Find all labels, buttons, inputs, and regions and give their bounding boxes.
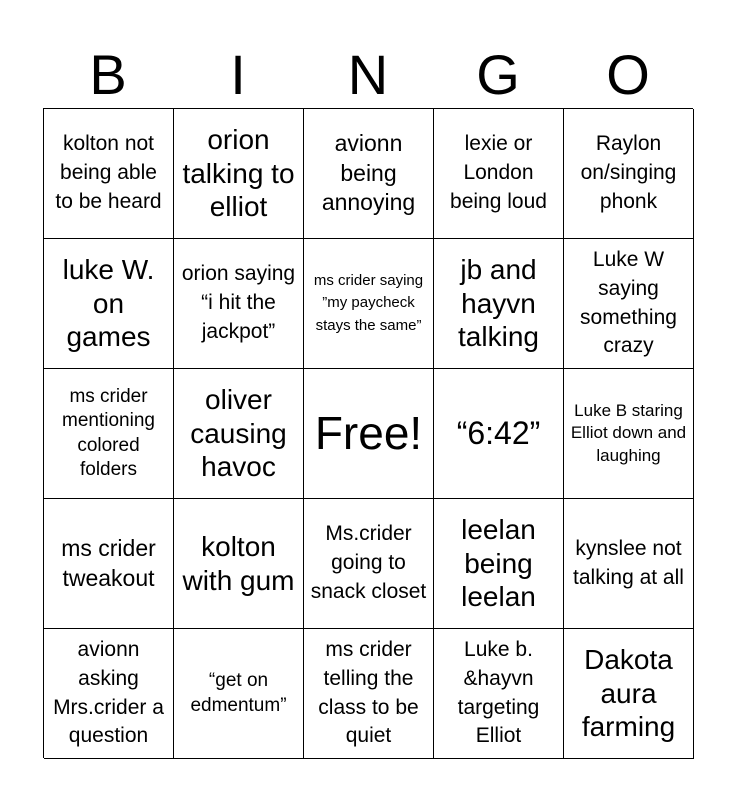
cell-text: orion talking to elliot <box>182 124 295 223</box>
bingo-cell-r2c1[interactable] <box>44 239 174 369</box>
cell-text: orion saying “i hit the jackpot” <box>181 262 296 343</box>
bingo-cell-r4c1[interactable] <box>44 499 174 629</box>
bingo-cell-r4c3[interactable] <box>304 499 434 629</box>
bingo-cell-r3c4[interactable] <box>434 369 564 499</box>
cell-text: avionn asking Mrs.crider a question <box>53 637 164 748</box>
free-space-text: Free! <box>314 407 423 460</box>
cell-text: “get on edmentum” <box>190 670 287 716</box>
cell-text: Dakota aura farming <box>581 644 676 743</box>
cell-text: kolton not being able to be heard <box>55 132 162 213</box>
bingo-cell-r1c3[interactable] <box>304 109 434 239</box>
cell-text: leelan being leelan <box>461 514 536 613</box>
bingo-cell-free[interactable] <box>304 369 434 499</box>
cell-text: Luke W saying something crazy <box>580 247 677 358</box>
cell-text: oliver causing havoc <box>190 384 287 483</box>
header-letter-b: B <box>89 43 127 106</box>
bingo-header <box>43 42 693 108</box>
bingo-cell-r2c3[interactable] <box>304 239 434 369</box>
cell-text: Luke b. &hayvn targeting Elliot <box>457 637 540 748</box>
header-letter-o: O <box>606 43 650 106</box>
bingo-cell-r1c2[interactable] <box>174 109 304 239</box>
header-letter-i: I <box>230 43 246 106</box>
cell-text: ms crider tweakout <box>61 535 156 591</box>
cell-text: Ms.crider going to snack closet <box>310 522 427 603</box>
bingo-cell-r1c5[interactable] <box>564 109 694 239</box>
bingo-cell-r5c3[interactable] <box>304 629 434 759</box>
cell-text: ms crider mentioning colored folders <box>62 385 155 480</box>
cell-text: lexie or London being loud <box>450 132 547 213</box>
bingo-cell-r5c2[interactable] <box>174 629 304 759</box>
bingo-cell-r2c5[interactable] <box>564 239 694 369</box>
bingo-card-grid <box>43 108 693 758</box>
bingo-cell-r3c1[interactable] <box>44 369 174 499</box>
bingo-cell-r4c5[interactable] <box>564 499 694 629</box>
cell-text: jb and hayvn talking <box>458 254 539 353</box>
bingo-cell-r2c4[interactable] <box>434 239 564 369</box>
bingo-cell-r5c1[interactable] <box>44 629 174 759</box>
bingo-cell-r4c2[interactable] <box>174 499 304 629</box>
bingo-cell-r5c5[interactable] <box>564 629 694 759</box>
header-letter-n: N <box>347 43 389 106</box>
bingo-cell-r2c2[interactable] <box>174 239 304 369</box>
header-letter-g: G <box>476 43 520 106</box>
cell-text: luke W. on games <box>62 254 155 353</box>
cell-text: ms crider telling the class to be quiet <box>318 637 419 748</box>
bingo-cell-r3c2[interactable] <box>174 369 304 499</box>
bingo-cell-r1c1[interactable] <box>44 109 174 239</box>
bingo-cell-r5c4[interactable] <box>434 629 564 759</box>
cell-text: kolton with gum <box>182 530 295 596</box>
cell-text: ms crider saying ”my paycheck stays the same” <box>313 272 424 334</box>
bingo-cell-r4c4[interactable] <box>434 499 564 629</box>
bingo-cell-r3c5[interactable] <box>564 369 694 499</box>
cell-text: “6:42” <box>456 414 541 451</box>
cell-text: avionn being annoying <box>321 130 416 216</box>
cell-text: kynslee not talking at all <box>573 536 684 589</box>
cell-text: Raylon on/singing phonk <box>580 132 677 213</box>
bingo-cell-r1c4[interactable] <box>434 109 564 239</box>
cell-text: Luke B staring Elliot down and laughing <box>570 401 687 465</box>
